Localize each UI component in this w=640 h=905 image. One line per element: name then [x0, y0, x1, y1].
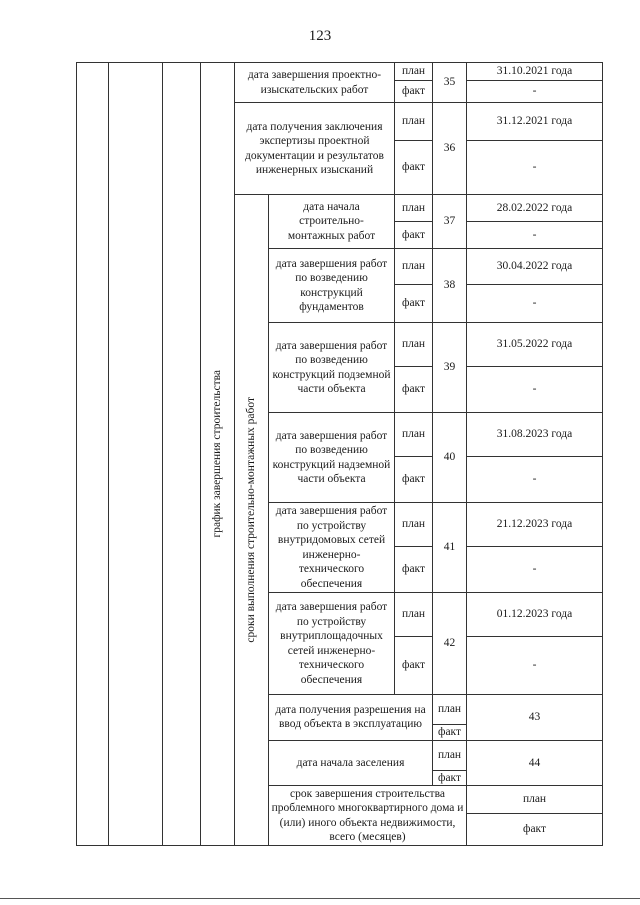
row-number: 35: [433, 63, 467, 103]
row-number: 44: [467, 740, 603, 786]
fact-value: -: [467, 637, 603, 695]
row-description: дата завершения работ по возведению конструкций подземной части объекта: [269, 323, 395, 413]
plan-value: 31.12.2021 года: [467, 103, 603, 141]
plan-label: план: [395, 503, 433, 547]
plan-label: план: [395, 593, 433, 637]
plan-value: 31.05.2022 года: [467, 323, 603, 367]
fact-value: -: [467, 81, 603, 103]
plan-label: план: [395, 195, 433, 222]
fact-value: -: [467, 367, 603, 413]
construction-schedule-table: [76, 62, 603, 846]
row-number: 39: [433, 323, 467, 413]
fact-label: факт: [395, 222, 433, 249]
plan-label: план: [395, 413, 433, 457]
plan-label: план: [395, 323, 433, 367]
row-description: срок завершения строительства проблемного многоквартирного дома и (или) иного объекта недвижимости, всего (месяцев): [269, 786, 467, 846]
row-number: 37: [433, 195, 467, 249]
row-number: 43: [467, 695, 603, 741]
empty-col-3: [163, 63, 201, 846]
plan-label: план: [433, 695, 467, 725]
plan-label: план: [395, 63, 433, 81]
row-description: дата завершения работ по возведению конструкций фундаментов: [269, 249, 395, 323]
row-number: 42: [433, 593, 467, 695]
fact-label: факт: [395, 547, 433, 593]
fact-value: -: [467, 457, 603, 503]
fact-label: факт: [395, 457, 433, 503]
row-description: дата завершения проектно-изыскательских работ: [235, 63, 395, 103]
plan-label: план: [395, 249, 433, 285]
page-number: 123: [308, 28, 332, 44]
empty-col-2: [109, 63, 163, 846]
plan-label: план: [433, 740, 467, 770]
fact-value: -: [467, 141, 603, 195]
row-description: дата завершения работ по устройству внутриплощадочных сетей инженерно-технического обеспечения: [269, 593, 395, 695]
plan-value: 28.02.2022 года: [467, 195, 603, 222]
row-number: 38: [433, 249, 467, 323]
row-description: дата начала заселения: [269, 740, 433, 786]
page-bottom-rule: [0, 898, 640, 899]
row-number: 40: [433, 413, 467, 503]
row-description: дата начала строительно-монтажных работ: [269, 195, 395, 249]
fact-label: факт: [395, 141, 433, 195]
row-description: дата получения разрешения на ввод объекта в эксплуатацию: [269, 695, 433, 741]
fact-value: -: [467, 222, 603, 249]
plan-value: 31.10.2021 года: [467, 63, 603, 81]
row-description: дата завершения работ по возведению конструкций надземной части объекта: [269, 413, 395, 503]
fact-label: факт: [433, 725, 467, 741]
plan-label: план: [467, 786, 603, 814]
plan-value: 01.12.2023 года: [467, 593, 603, 637]
fact-value: -: [467, 285, 603, 323]
fact-label: факт: [395, 637, 433, 695]
fact-label: факт: [395, 285, 433, 323]
empty-col-1: [77, 63, 109, 846]
group-label-installation-terms: сроки выполнения строительно-монтажных работ: [235, 195, 269, 846]
plan-value: 30.04.2022 года: [467, 249, 603, 285]
fact-value: -: [467, 547, 603, 593]
row-number: 41: [433, 503, 467, 593]
plan-label: план: [395, 103, 433, 141]
plan-value: 31.08.2023 года: [467, 413, 603, 457]
row-number: 36: [433, 103, 467, 195]
fact-label: факт: [433, 770, 467, 786]
fact-label: факт: [395, 81, 433, 103]
row-description: дата завершения работ по устройству внутридомовых сетей инженерно-технического обеспечения: [269, 503, 395, 593]
group-label-construction-schedule: график завершения строительства: [201, 63, 235, 846]
row-description: дата получения заключения экспертизы проектной документации и результатов инженерных изысканий: [235, 103, 395, 195]
plan-value: 21.12.2023 года: [467, 503, 603, 547]
fact-label: факт: [467, 814, 603, 846]
fact-label: факт: [395, 367, 433, 413]
